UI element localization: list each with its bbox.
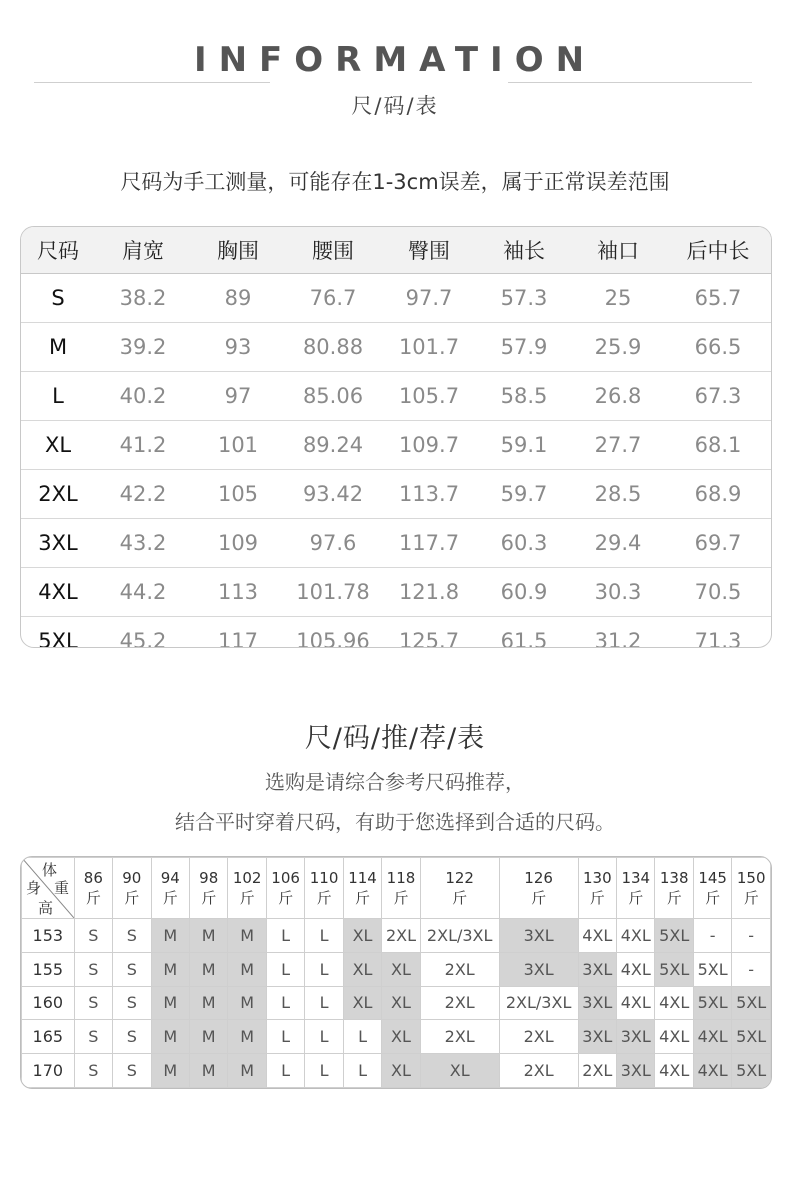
table-row (21, 421, 771, 470)
recommended-size-cell: M (189, 919, 227, 953)
recommended-size-cell: M (151, 919, 189, 953)
recommended-size-cell: L (266, 952, 304, 986)
recommended-size-cell: S (74, 1020, 112, 1054)
recommended-size-cell: 3XL (499, 952, 578, 986)
measurement-cell: 70.5 (665, 568, 771, 617)
size-label: 5XL (38, 629, 78, 648)
measurement-cell: 67.3 (665, 372, 771, 421)
measurement-cell: 101.78 (285, 568, 381, 617)
height-label: 160 (22, 986, 75, 1020)
measurement-cell: 113 (191, 568, 285, 617)
recommended-size-cell: M (189, 986, 227, 1020)
measurement-cell: 105.7 (381, 372, 477, 421)
weight-header: 138 斤 (655, 858, 693, 919)
recommended-size-cell: S (113, 1020, 151, 1054)
measurement-cell: 121.8 (381, 568, 477, 617)
recommended-size-cell: M (228, 919, 266, 953)
recommended-size-cell: L (305, 919, 343, 953)
measurement-cell: 69.7 (665, 519, 771, 568)
recommend-table (20, 856, 772, 1089)
measurement-cell: 57.9 (477, 323, 571, 372)
recommended-size-cell: M (228, 986, 266, 1020)
recommended-size-cell: 3XL (617, 1054, 655, 1088)
recommended-size-cell: XL (343, 919, 381, 953)
recommended-size-cell: L (305, 952, 343, 986)
weight-header: 118 斤 (382, 858, 420, 919)
recommended-size-cell: L (343, 1020, 381, 1054)
measurement-cell: 60.3 (477, 519, 571, 568)
weight-header: 86 斤 (74, 858, 112, 919)
table-row (22, 986, 771, 1020)
recommended-size-cell: M (189, 1020, 227, 1054)
measurement-cell: 30.3 (571, 568, 665, 617)
table-row (22, 1054, 771, 1088)
recommended-size-cell: 2XL (420, 1020, 499, 1054)
recommended-size-cell: S (113, 1054, 151, 1088)
measurement-cell: 42.2 (95, 470, 191, 519)
recommended-size-cell: L (266, 1020, 304, 1054)
recommended-size-cell: XL (420, 1054, 499, 1088)
measurement-cell: 105 (191, 470, 285, 519)
table-row (21, 372, 771, 421)
measurement-cell: 85.06 (285, 372, 381, 421)
recommended-size-cell: S (74, 952, 112, 986)
recommended-size-cell: 5XL (693, 986, 731, 1020)
recommended-size-cell: 4XL (617, 919, 655, 953)
recommended-size-cell: L (266, 986, 304, 1020)
measurement-cell: 76.7 (285, 274, 381, 323)
weight-header: 106 斤 (266, 858, 304, 919)
measurement-cell: 40.2 (95, 372, 191, 421)
recommended-size-cell: L (266, 1054, 304, 1088)
measurement-cell: 38.2 (95, 274, 191, 323)
recommended-size-cell: M (189, 1054, 227, 1088)
measurement-cell: 68.1 (665, 421, 771, 470)
measurement-cell: 71.3 (694, 629, 742, 648)
table-row (21, 470, 771, 519)
recommended-size-cell: 4XL (655, 1054, 693, 1088)
recommended-size-cell: 5XL (655, 952, 693, 986)
measurement-cell: 27.7 (571, 421, 665, 470)
height-label: 170 (22, 1054, 75, 1088)
size-table-header (21, 227, 771, 274)
measurement-cell: 101 (191, 421, 285, 470)
weight-header: 114 斤 (343, 858, 381, 919)
table-row (22, 919, 771, 953)
size-label: 2XL (21, 470, 95, 519)
recommended-size-cell: M (228, 1054, 266, 1088)
recommended-size-cell: - (732, 952, 771, 986)
table-row (21, 617, 771, 649)
table-row (22, 952, 771, 986)
measurement-cell: 57.3 (477, 274, 571, 323)
weight-header: 94 斤 (151, 858, 189, 919)
recommended-size-cell: 4XL (693, 1054, 731, 1088)
measurement-cell: 117.7 (381, 519, 477, 568)
recommended-size-cell: 5XL (732, 1054, 771, 1088)
measurement-cell: 59.1 (477, 421, 571, 470)
recommended-size-cell: L (305, 1054, 343, 1088)
table-row (21, 519, 771, 568)
measurement-cell: 41.2 (95, 421, 191, 470)
measurement-cell: 105.96 (296, 629, 370, 648)
recommended-size-cell: 2XL (578, 1054, 616, 1088)
size-label: S (21, 274, 95, 323)
recommended-size-cell: S (74, 986, 112, 1020)
measurement-note: 尺码为手工测量，可能存在1-3cm误差，属于正常误差范围 (120, 170, 670, 194)
recommended-size-cell: 4XL (617, 986, 655, 1020)
recommend-line-1: 选购是请综合参考尺码推荐， (265, 770, 525, 794)
height-label: 165 (22, 1020, 75, 1054)
corner-cell (22, 858, 75, 919)
measurement-cell: 66.5 (665, 323, 771, 372)
table-row (21, 323, 771, 372)
recommended-size-cell: S (113, 986, 151, 1020)
measurement-cell: 58.5 (477, 372, 571, 421)
recommended-size-cell: 2XL/3XL (420, 919, 499, 953)
recommended-size-cell: XL (382, 1054, 420, 1088)
corner-height-2: 高 (38, 899, 54, 917)
recommended-size-cell: 4XL (655, 986, 693, 1020)
column-header: 胸围 (191, 227, 285, 274)
recommended-size-cell: 4XL (617, 952, 655, 986)
recommended-size-cell: XL (343, 952, 381, 986)
measurement-cell: 43.2 (95, 519, 191, 568)
measurement-cell: 97.7 (381, 274, 477, 323)
measurement-cell: 60.9 (477, 568, 571, 617)
table-row (21, 274, 771, 323)
recommended-size-cell: XL (343, 986, 381, 1020)
recommended-size-cell: 4XL (578, 919, 616, 953)
recommended-size-cell: 3XL (578, 1020, 616, 1054)
recommended-size-cell: M (228, 1020, 266, 1054)
title-divider-left (34, 82, 270, 83)
recommended-size-cell: XL (382, 1020, 420, 1054)
weight-header: 90 斤 (113, 858, 151, 919)
recommended-size-cell: 2XL (499, 1054, 578, 1088)
recommended-size-cell: 5XL (693, 952, 731, 986)
measurement-cell: 31.2 (594, 629, 642, 648)
weight-header-row (22, 858, 771, 919)
measurement-cell: 93.42 (285, 470, 381, 519)
recommended-size-cell: M (151, 952, 189, 986)
recommended-size-cell: 2XL (420, 986, 499, 1020)
recommended-size-cell: XL (382, 952, 420, 986)
table-row (21, 568, 771, 617)
corner-height-1: 身 (26, 879, 42, 897)
weight-header: 150 斤 (732, 858, 771, 919)
recommended-size-cell: L (305, 1020, 343, 1054)
measurement-cell: 59.7 (477, 470, 571, 519)
corner-weight-2: 重 (54, 879, 70, 897)
recommended-size-cell: 3XL (499, 919, 578, 953)
recommended-size-cell: S (74, 919, 112, 953)
measurement-cell: 29.4 (571, 519, 665, 568)
measurement-cell: 113.7 (381, 470, 477, 519)
recommended-size-cell: 2XL (382, 919, 420, 953)
measurement-cell: 28.5 (571, 470, 665, 519)
measurement-cell: 101.7 (381, 323, 477, 372)
page-title: INFORMATION (193, 40, 597, 80)
measurement-cell: 117 (217, 629, 259, 648)
column-header: 后中长 (665, 227, 771, 274)
column-header: 尺码 (21, 227, 95, 274)
recommended-size-cell: 4XL (693, 1020, 731, 1054)
recommended-size-cell: M (151, 1054, 189, 1088)
recommended-size-cell: 2XL (499, 1020, 578, 1054)
weight-header: 134 斤 (617, 858, 655, 919)
recommended-size-cell: - (693, 919, 731, 953)
measurement-cell: 89.24 (285, 421, 381, 470)
measurement-cell: 44.2 (95, 568, 191, 617)
recommended-size-cell: 5XL (732, 986, 771, 1020)
measurement-cell: 109.7 (381, 421, 477, 470)
measurement-cell: 26.8 (571, 372, 665, 421)
size-table (20, 226, 772, 648)
measurement-cell: 93 (191, 323, 285, 372)
recommended-size-cell: L (305, 986, 343, 1020)
measurement-cell: 97 (191, 372, 285, 421)
weight-header: 110 斤 (305, 858, 343, 919)
weight-header: 145 斤 (693, 858, 731, 919)
page-subtitle: 尺/码/表 (351, 94, 439, 118)
recommend-line-2: 结合平时穿着尺码，有助于您选择到合适的尺码。 (175, 810, 615, 834)
recommended-size-cell: S (74, 1054, 112, 1088)
table-row (22, 1020, 771, 1054)
column-header: 腰围 (285, 227, 381, 274)
recommended-size-cell: 4XL (655, 1020, 693, 1054)
measurement-cell: 25 (571, 274, 665, 323)
recommended-size-cell: L (266, 919, 304, 953)
recommended-size-cell: - (732, 919, 771, 953)
measurement-cell: 45.2 (119, 629, 167, 648)
recommended-size-cell: 2XL (420, 952, 499, 986)
weight-header: 126 斤 (499, 858, 578, 919)
title-divider-right (508, 82, 752, 83)
column-header: 肩宽 (95, 227, 191, 274)
recommended-size-cell: M (151, 986, 189, 1020)
height-label: 153 (22, 919, 75, 953)
weight-header: 122 斤 (420, 858, 499, 919)
recommend-title: 尺/码/推/荐/表 (304, 723, 486, 754)
measurement-cell: 61.5 (500, 629, 548, 648)
measurement-cell: 89 (191, 274, 285, 323)
recommended-size-cell: 5XL (732, 1020, 771, 1054)
size-label: XL (21, 421, 95, 470)
column-header: 袖口 (571, 227, 665, 274)
measurement-cell: 80.88 (285, 323, 381, 372)
weight-header: 130 斤 (578, 858, 616, 919)
measurement-cell: 39.2 (95, 323, 191, 372)
measurement-cell: 109 (191, 519, 285, 568)
measurement-cell: 65.7 (665, 274, 771, 323)
recommended-size-cell: S (113, 919, 151, 953)
measurement-cell: 25.9 (571, 323, 665, 372)
size-label: L (21, 372, 95, 421)
size-label: M (21, 323, 95, 372)
corner-weight-1: 体 (42, 861, 58, 879)
weight-header: 98 斤 (189, 858, 227, 919)
recommended-size-cell: 3XL (578, 952, 616, 986)
recommended-size-cell: M (151, 1020, 189, 1054)
recommended-size-cell: 5XL (655, 919, 693, 953)
size-label: 3XL (21, 519, 95, 568)
weight-header: 102 斤 (228, 858, 266, 919)
recommended-size-cell: XL (382, 986, 420, 1020)
size-label: 4XL (21, 568, 95, 617)
recommended-size-cell: 3XL (578, 986, 616, 1020)
recommended-size-cell: 2XL/3XL (499, 986, 578, 1020)
recommended-size-cell: 3XL (617, 1020, 655, 1054)
measurement-cell: 97.6 (285, 519, 381, 568)
recommended-size-cell: M (189, 952, 227, 986)
column-header: 臀围 (381, 227, 477, 274)
column-header: 袖长 (477, 227, 571, 274)
height-label: 155 (22, 952, 75, 986)
recommended-size-cell: M (228, 952, 266, 986)
measurement-cell: 125.7 (398, 629, 460, 648)
measurement-cell: 68.9 (665, 470, 771, 519)
recommended-size-cell: L (343, 1054, 381, 1088)
recommended-size-cell: S (113, 952, 151, 986)
